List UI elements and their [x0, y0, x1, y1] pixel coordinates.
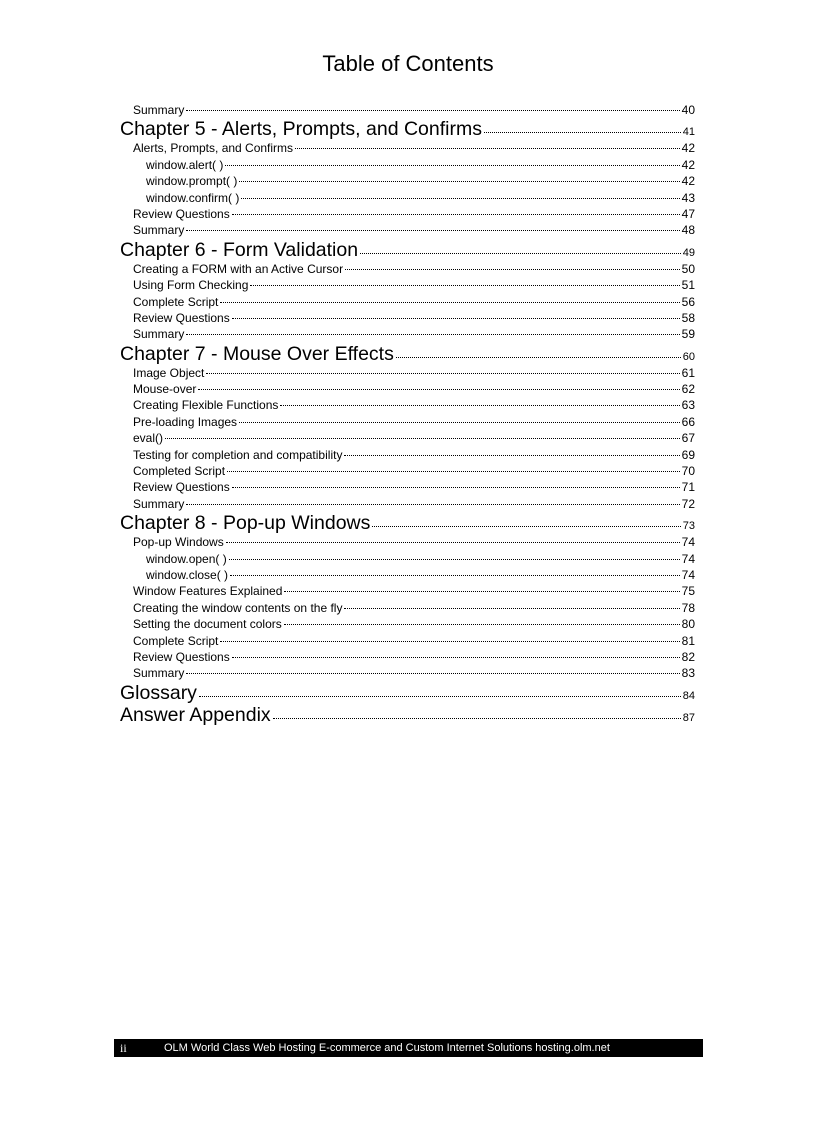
dot-leader	[239, 181, 679, 182]
dot-leader	[250, 285, 679, 286]
toc-entry-page: 40	[681, 103, 695, 117]
toc-entry-page: 71	[681, 480, 695, 495]
dot-leader	[396, 357, 681, 358]
toc-entry-label: Pop-up Windows	[133, 535, 224, 550]
page-footer	[114, 1039, 703, 1057]
toc-chapter[interactable]	[120, 704, 695, 726]
toc-subentry[interactable]	[120, 173, 695, 189]
toc-subentry-label: window.confirm( )	[146, 190, 240, 205]
toc-entry[interactable]	[120, 397, 695, 413]
dot-leader	[344, 608, 679, 609]
toc-entry[interactable]	[120, 447, 695, 463]
toc-entry-page: 74	[681, 535, 695, 550]
toc-entry-label: Creating Flexible Functions	[133, 398, 279, 413]
toc-subentry-page: 42	[681, 174, 695, 189]
toc-entry-label: Complete Script	[133, 633, 219, 648]
dot-leader	[220, 641, 679, 642]
toc-entry[interactable]	[120, 102, 695, 118]
toc-entry-page: 48	[681, 223, 695, 238]
dot-leader	[280, 405, 679, 406]
toc-entry-page: 78	[681, 600, 695, 615]
toc-chapter[interactable]	[120, 239, 695, 261]
toc-chapter-label: Glossary	[120, 681, 197, 704]
dot-leader	[186, 504, 679, 505]
dot-leader	[241, 198, 679, 199]
toc-chapter[interactable]	[120, 682, 695, 704]
toc-chapter-page: 49	[682, 246, 695, 259]
toc-entry-label: Mouse-over	[133, 382, 197, 397]
toc-chapter-label: Chapter 5 - Alerts, Prompts, and Confirms	[120, 118, 482, 141]
toc-entry[interactable]	[120, 665, 695, 681]
toc-entry-page: 51	[681, 278, 695, 293]
toc-subentry-label: window.alert( )	[146, 157, 224, 172]
toc-entry-page: 59	[681, 327, 695, 342]
toc-entry[interactable]	[120, 616, 695, 632]
toc-entry-label: Pre-loading Images	[133, 414, 238, 429]
toc-chapter-page: 87	[682, 711, 695, 724]
toc-entry-page: 83	[681, 666, 695, 681]
toc-entry[interactable]	[120, 430, 695, 446]
dot-leader	[232, 214, 680, 215]
toc-entry-page: 69	[681, 447, 695, 462]
dot-leader	[232, 487, 680, 488]
toc-entry[interactable]	[120, 463, 695, 479]
toc-entry[interactable]	[120, 222, 695, 238]
toc-chapter-label: Chapter 7 - Mouse Over Effects	[120, 342, 394, 365]
dot-leader	[372, 526, 680, 527]
toc-entry-page: 47	[681, 206, 695, 221]
toc-subentry-label: window.prompt( )	[146, 174, 238, 189]
toc-subentry-page: 74	[681, 567, 695, 582]
toc-entry[interactable]	[120, 414, 695, 430]
toc-entry-label: Using Form Checking	[133, 278, 249, 293]
toc-chapter-page: 84	[682, 689, 695, 702]
dot-leader	[345, 269, 680, 270]
toc-entry-label: Alerts, Prompts, and Confirms	[133, 141, 294, 156]
toc-entry-page: 58	[681, 310, 695, 325]
toc-chapter[interactable]	[120, 118, 695, 140]
toc-entry-page: 42	[681, 141, 695, 156]
toc-subentry-label: window.close( )	[146, 567, 229, 582]
toc-entry-label: Review Questions	[133, 206, 230, 221]
toc-entry[interactable]	[120, 326, 695, 342]
footer-page-number: ii	[120, 1041, 127, 1055]
dot-leader	[165, 438, 680, 439]
toc-entry-page: 56	[681, 294, 695, 309]
dot-leader	[225, 165, 679, 166]
dot-leader	[220, 302, 679, 303]
toc-entry-page: 66	[681, 414, 695, 429]
toc-entry-label: Review Questions	[133, 649, 230, 664]
dot-leader	[239, 422, 680, 423]
dot-leader	[186, 110, 679, 111]
toc-chapter-page: 73	[682, 520, 695, 533]
toc-entry[interactable]	[120, 310, 695, 326]
dot-leader	[360, 253, 681, 254]
toc-entry-page: 80	[681, 617, 695, 632]
dot-leader	[227, 471, 680, 472]
toc-chapter-label: Answer Appendix	[120, 703, 271, 726]
dot-leader	[186, 334, 679, 335]
toc-entry-label: Review Questions	[133, 480, 230, 495]
toc-entry[interactable]	[120, 277, 695, 293]
toc-entry-page: 70	[681, 464, 695, 479]
toc-entry[interactable]	[120, 649, 695, 665]
toc-entry[interactable]	[120, 206, 695, 222]
dot-leader	[226, 542, 680, 543]
toc-entry-label: Window Features Explained	[133, 584, 283, 599]
footer-text: OLM World Class Web Hosting E-commerce and Custom Internet Solutions hosting.olm.net	[164, 1042, 610, 1054]
dot-leader	[295, 148, 680, 149]
dot-leader	[232, 318, 680, 319]
toc-entry-label: Setting the document colors	[133, 617, 282, 632]
toc-subentry-page: 42	[681, 157, 695, 172]
toc-entry[interactable]	[120, 365, 695, 381]
toc-entry-label: Testing for completion and compatibility	[133, 447, 343, 462]
toc-entry[interactable]	[120, 294, 695, 310]
dot-leader	[284, 624, 680, 625]
dot-leader	[186, 230, 679, 231]
toc-subentry[interactable]	[120, 567, 695, 583]
toc-chapter[interactable]	[120, 343, 695, 365]
dot-leader	[484, 132, 681, 133]
toc-entry-label: Complete Script	[133, 294, 219, 309]
toc-entry-page: 50	[681, 261, 695, 276]
toc-entry-label: Summary	[133, 496, 185, 511]
toc-entry-page: 61	[681, 365, 695, 380]
toc-entry[interactable]	[120, 633, 695, 649]
toc-entry-label: Summary	[133, 223, 185, 238]
toc-entry-label: Creating a FORM with an Active Cursor	[133, 261, 344, 276]
page-title: Table of Contents	[322, 51, 494, 76]
toc-entry-page: 62	[681, 382, 695, 397]
dot-leader	[232, 657, 680, 658]
dot-leader	[284, 591, 679, 592]
table-of-contents	[120, 102, 695, 726]
dot-leader	[186, 673, 679, 674]
toc-entry-page: 75	[681, 584, 695, 599]
dot-leader	[230, 575, 680, 576]
toc-entry-page: 67	[681, 431, 695, 446]
toc-chapter-label: Chapter 6 - Form Validation	[120, 238, 359, 261]
dot-leader	[344, 455, 679, 456]
toc-subentry[interactable]	[120, 190, 695, 206]
toc-subentry-label: window.open( )	[146, 551, 227, 566]
toc-entry[interactable]	[120, 261, 695, 277]
toc-entry[interactable]	[120, 381, 695, 397]
toc-entry[interactable]	[120, 583, 695, 599]
toc-entry-label: Summary	[133, 103, 185, 117]
toc-entry-label: Summary	[133, 327, 185, 342]
toc-entry[interactable]	[120, 600, 695, 616]
toc-entry[interactable]	[120, 534, 695, 550]
toc-subentry[interactable]	[120, 157, 695, 173]
dot-leader	[199, 696, 681, 697]
toc-subentry-page: 43	[681, 190, 695, 205]
toc-entry-label: Image Object	[133, 365, 205, 380]
toc-entry-page: 81	[681, 633, 695, 648]
toc-entry-page: 82	[681, 649, 695, 664]
toc-entry-label: eval()	[133, 431, 164, 446]
toc-chapter-page: 60	[682, 350, 695, 363]
toc-subentry[interactable]	[120, 551, 695, 567]
toc-entry-page: 63	[681, 398, 695, 413]
toc-entry-label: Completed Script	[133, 464, 226, 479]
toc-chapter-label: Chapter 8 - Pop-up Windows	[120, 512, 371, 535]
toc-entry[interactable]	[120, 496, 695, 512]
dot-leader	[229, 559, 680, 560]
toc-entry[interactable]	[120, 140, 695, 156]
toc-entry-label: Summary	[133, 666, 185, 681]
toc-subentry-page: 74	[681, 551, 695, 566]
toc-entry-label: Review Questions	[133, 310, 230, 325]
toc-entry-page: 72	[681, 496, 695, 511]
toc-entry[interactable]	[120, 479, 695, 495]
toc-entry-label: Creating the window contents on the fly	[133, 600, 343, 615]
toc-chapter[interactable]	[120, 512, 695, 534]
dot-leader	[206, 373, 679, 374]
dot-leader	[273, 718, 681, 719]
dot-leader	[198, 389, 679, 390]
toc-chapter-page: 41	[682, 126, 695, 139]
